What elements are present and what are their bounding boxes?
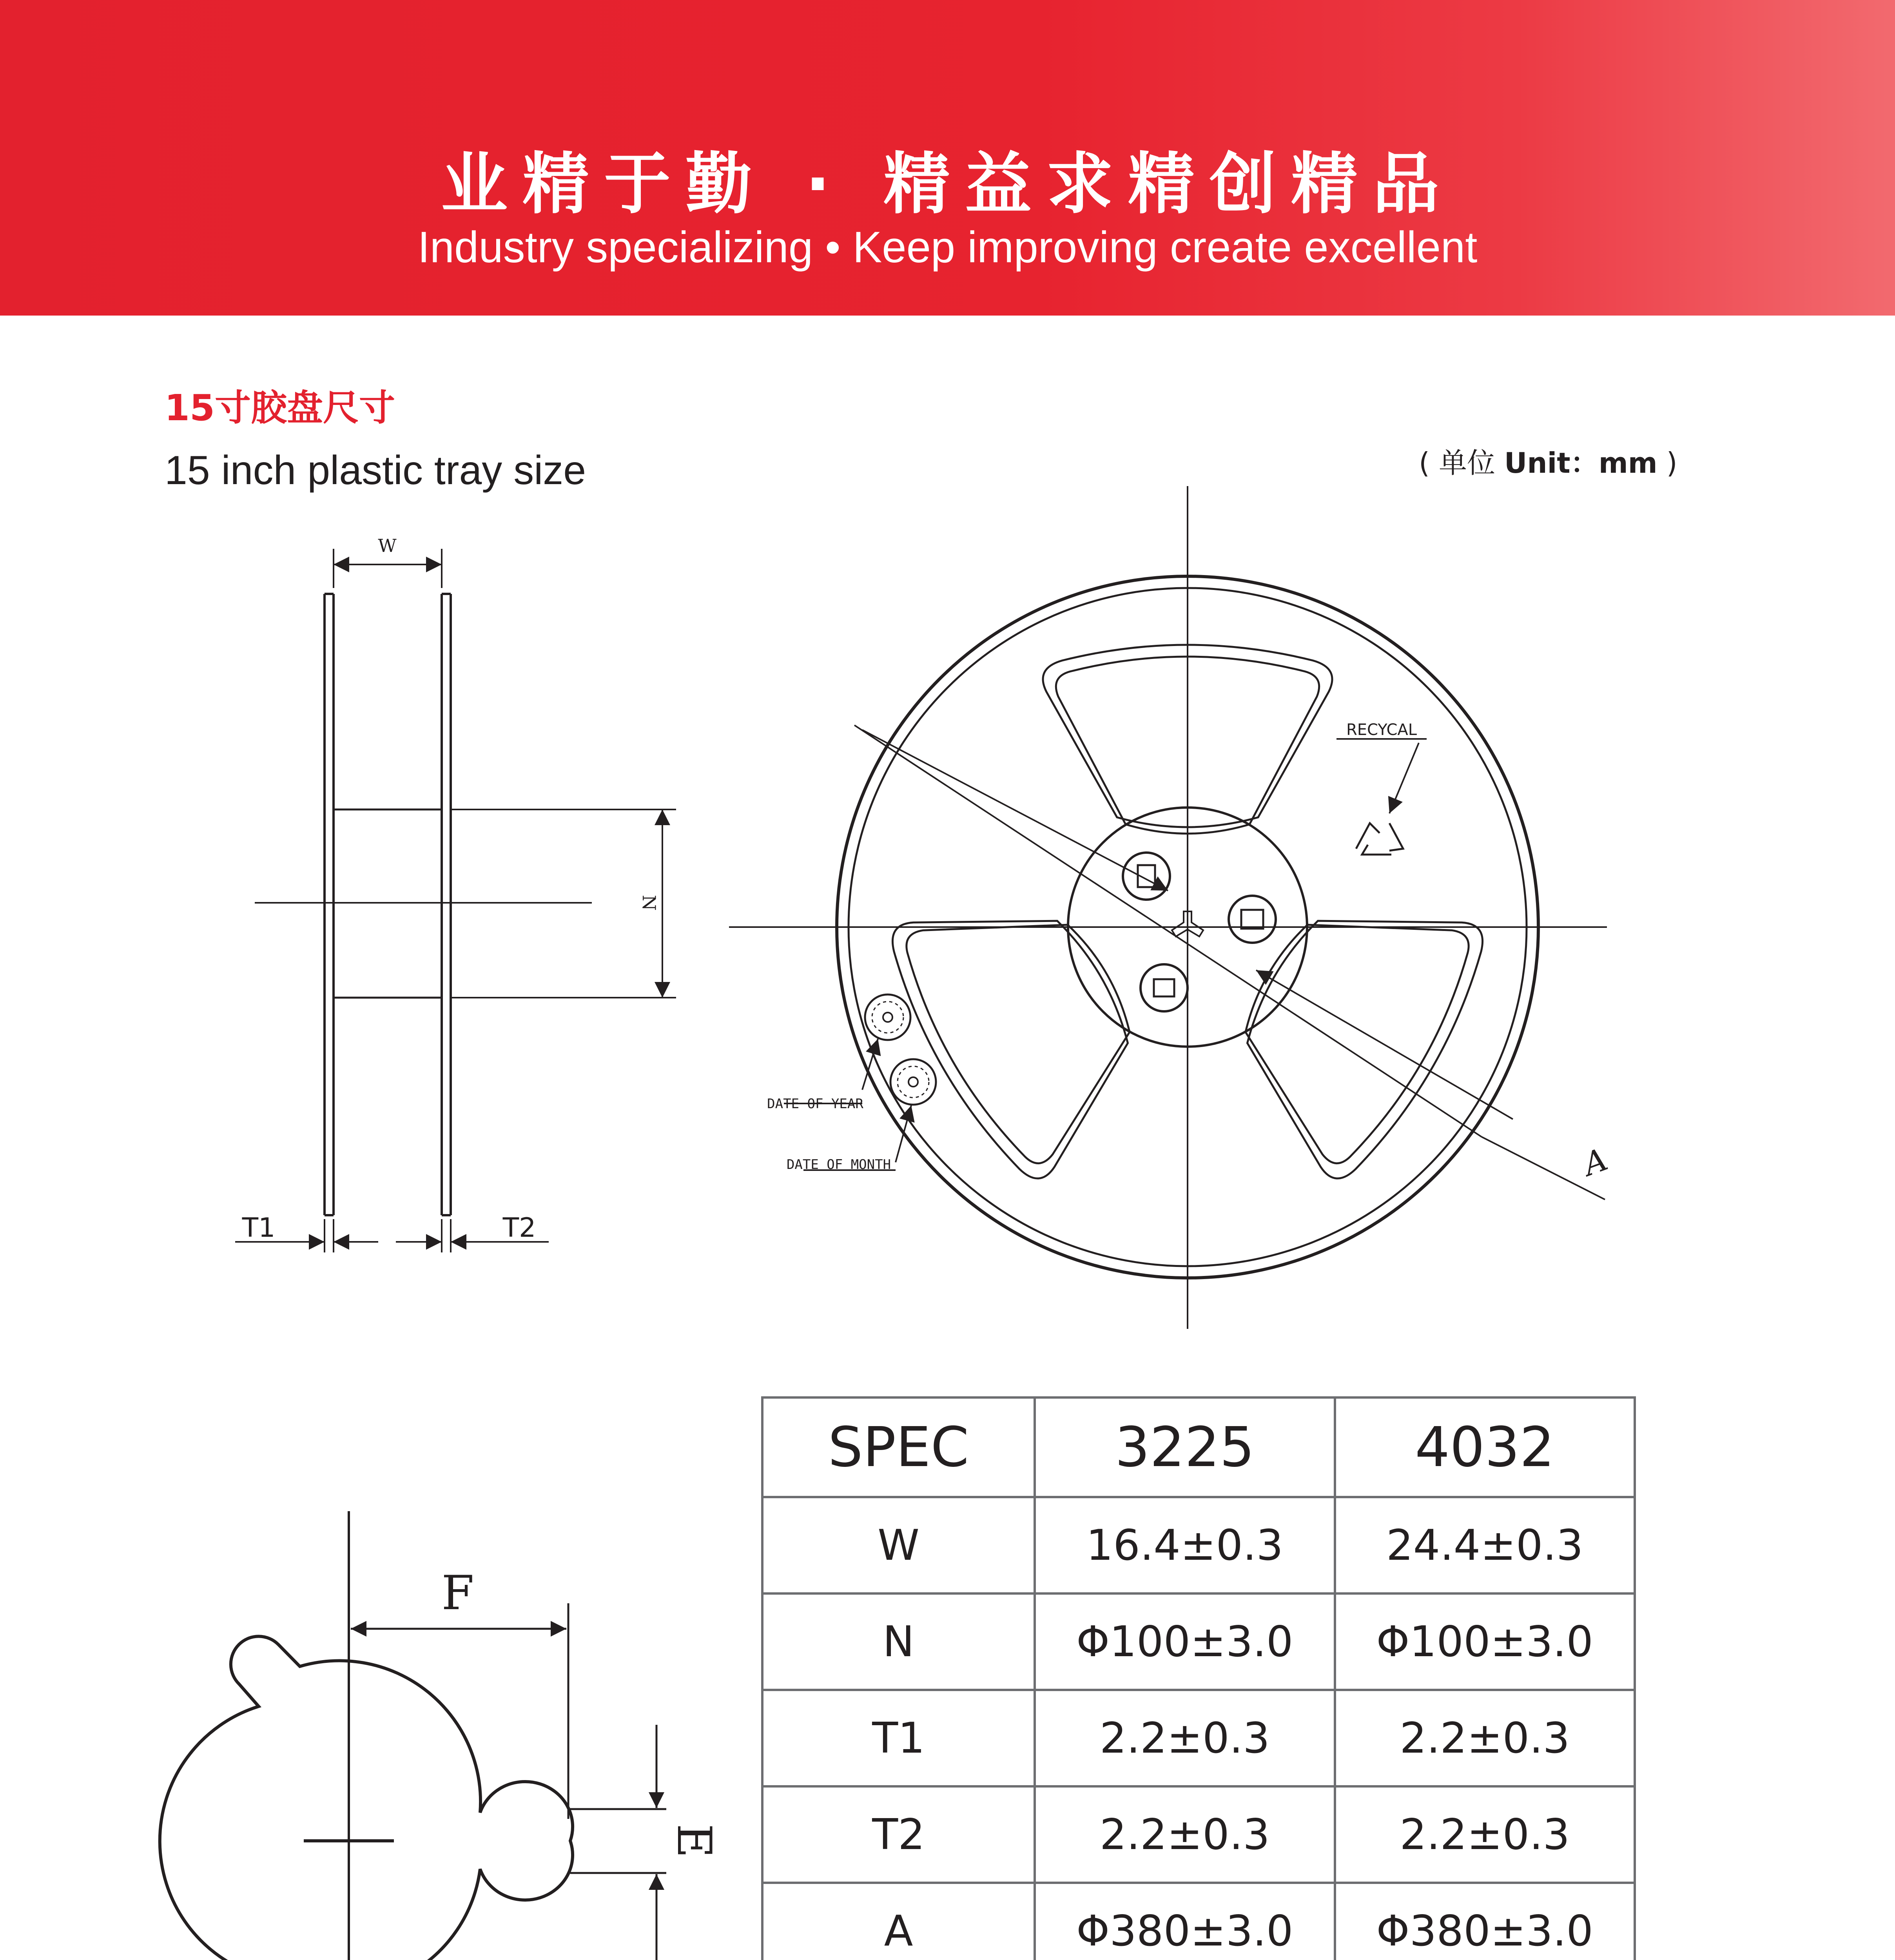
- spec-value-4032: Φ100±3.0: [1335, 1593, 1635, 1690]
- hub-slot-3: [1141, 964, 1188, 1011]
- section-title-en: 15 inch plastic tray size: [165, 448, 586, 493]
- spec-value-3225: 16.4±0.3: [1035, 1497, 1335, 1593]
- spec-name: T1: [762, 1690, 1035, 1786]
- label-date-month: DATE OF MONTH: [786, 1157, 891, 1172]
- window-bottom-left: [871, 849, 1179, 1194]
- header-cell-4032: 4032: [1335, 1397, 1635, 1497]
- hub-slot-2: [1229, 896, 1276, 943]
- spec-name: N: [762, 1593, 1035, 1690]
- spec-value-3225: Φ100±3.0: [1035, 1593, 1335, 1690]
- spec-value-3225: 2.2±0.3: [1035, 1690, 1335, 1786]
- spec-name: A: [762, 1883, 1035, 1960]
- date-of-year-wheel: [865, 995, 910, 1040]
- label-e: E: [667, 1824, 721, 1858]
- table-row: [762, 1497, 1635, 1593]
- spec-value-4032: 2.2±0.3: [1335, 1786, 1635, 1883]
- label-date-year: DATE OF YEAR: [767, 1096, 863, 1112]
- table-row: [762, 1883, 1635, 1960]
- table-row: [762, 1786, 1635, 1883]
- label-a: A: [1578, 1141, 1612, 1183]
- spec-table: [761, 1396, 1636, 1960]
- label-t2: T2: [502, 1212, 536, 1243]
- reel-view: [729, 486, 1607, 1329]
- unit-main: Unit：mm: [1504, 446, 1657, 479]
- date-of-month-wheel: [890, 1059, 936, 1105]
- header-slogan-en: Industry specializing • Keep improving create excellent: [417, 223, 1478, 272]
- unit-prefix: ( 单位: [1419, 446, 1504, 479]
- side-view: [235, 549, 676, 1252]
- header-cell-spec: SPEC: [762, 1397, 1035, 1497]
- recycle-icon: [1356, 823, 1403, 855]
- flange-left: [325, 594, 334, 1215]
- label-w: W: [378, 535, 397, 556]
- label-recycal: RECYCAL: [1346, 721, 1417, 739]
- spec-value-4032: 2.2±0.3: [1335, 1690, 1635, 1786]
- section-title-cn: 15寸胶盘尺寸: [165, 387, 395, 429]
- label-n: N: [638, 895, 660, 911]
- spec-value-3225: 2.2±0.3: [1035, 1786, 1335, 1883]
- header-cell-3225: 3225: [1035, 1397, 1335, 1497]
- flange-right: [442, 594, 451, 1215]
- table-row: [762, 1593, 1635, 1690]
- spec-name: T2: [762, 1786, 1035, 1883]
- hub-detail-view: [160, 1511, 666, 1960]
- table-row: [762, 1690, 1635, 1786]
- hub-outline: [160, 1636, 573, 1960]
- table-header-row: [762, 1397, 1635, 1497]
- spec-value-4032: 24.4±0.3: [1335, 1497, 1635, 1593]
- hub-slot-1: [1123, 853, 1170, 900]
- window-bottom-right: [1196, 849, 1504, 1194]
- label-t1: T1: [242, 1212, 276, 1243]
- spec-value-4032: Φ380±3.0: [1335, 1883, 1635, 1960]
- spec-value-3225: Φ380±3.0: [1035, 1883, 1335, 1960]
- label-f: F: [441, 1566, 474, 1621]
- header-slogan-cn: 业精于勤 · 精益求精创精品: [441, 145, 1454, 223]
- spec-name: W: [762, 1497, 1035, 1593]
- unit-suffix: ): [1657, 446, 1677, 479]
